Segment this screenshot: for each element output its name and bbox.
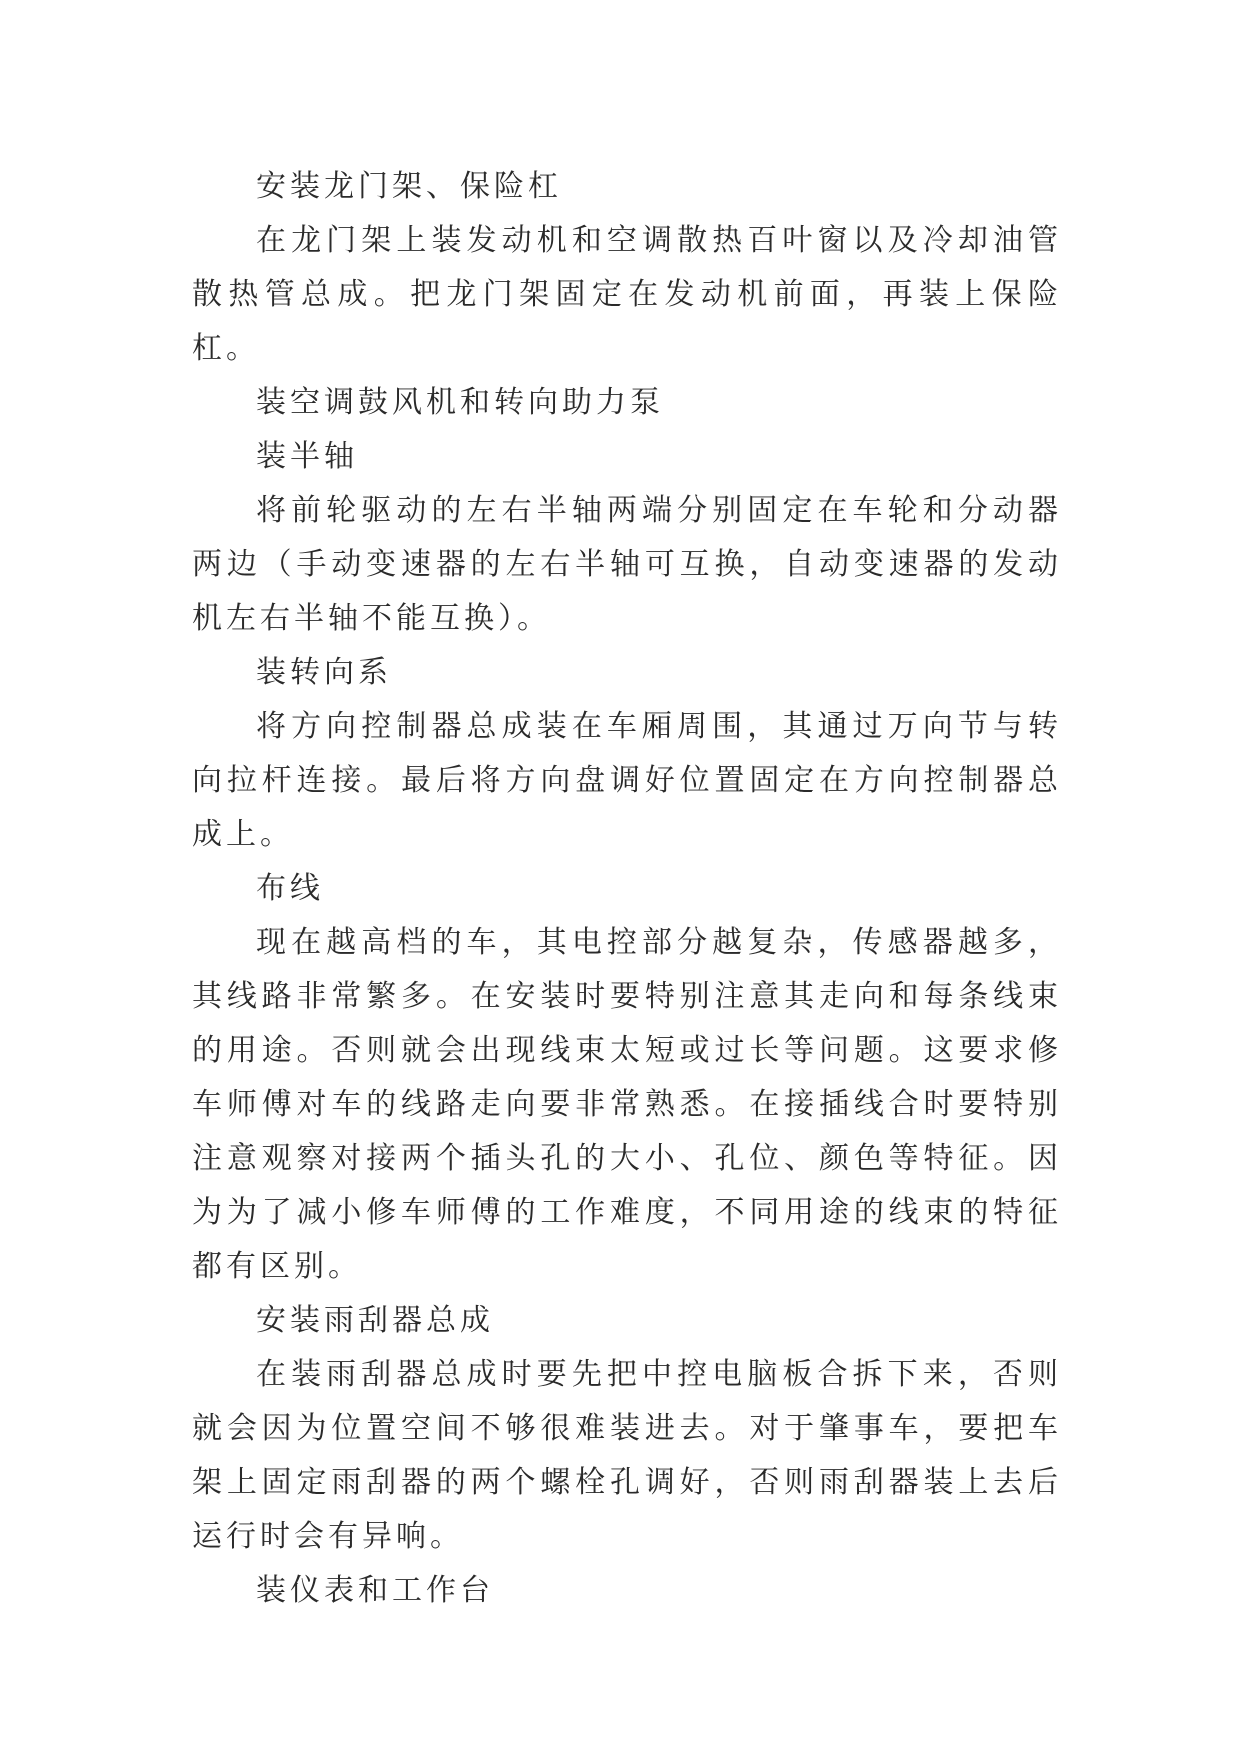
paragraph-steering: 将方向控制器总成装在车厢周围，其通过万向节与转向拉杆连接。最后将方向盘调好位置固定在方向控制器总成上。 bbox=[192, 709, 1062, 852]
paragraph-wiring: 现在越高档的车，其电控部分越复杂，传感器越多，其线路非常繁多。在安装时要特别注意其走向和每条线束的用途。否则就会出现线束太短或过长等问题。这要求修车师傅对车的线路走向要非常熟悉。在接插线合时要特别注意观察对接两个插头孔的大小、孔位、颜色等特征。因为为了减小修车师傅的工作难度，不同用途的线束的特征都有区别。 bbox=[192, 925, 1062, 1284]
heading-install-gantry: 安装龙门架、保险杠 bbox=[256, 169, 562, 204]
heading-dashboard: 装仪表和工作台 bbox=[256, 1573, 494, 1608]
heading-steering: 装转向系 bbox=[256, 655, 392, 690]
paragraph-wiper: 在装雨刮器总成时要先把中控电脑板合拆下来，否则就会因为位置空间不够很难装进去。对于肇事车，要把车架上固定雨刮器的两个螺栓孔调好，否则雨刮器装上去后运行时会有异响。 bbox=[192, 1357, 1062, 1554]
heading-wiper: 安装雨刮器总成 bbox=[256, 1303, 494, 1338]
paragraph-half-shaft: 将前轮驱动的左右半轴两端分别固定在车轮和分动器两边（手动变速器的左右半轴可互换，自动变速器的发动机左右半轴不能互换）。 bbox=[192, 493, 1062, 636]
heading-half-shaft: 装半轴 bbox=[256, 439, 358, 474]
heading-wiring: 布线 bbox=[256, 871, 324, 906]
heading-blower-pump: 装空调鼓风机和转向助力泵 bbox=[256, 385, 664, 420]
paragraph-gantry: 在龙门架上装发动机和空调散热百叶窗以及冷却油管散热管总成。把龙门架固定在发动机前面，再装上保险杠。 bbox=[192, 223, 1062, 366]
document-body bbox=[192, 160, 1062, 1618]
